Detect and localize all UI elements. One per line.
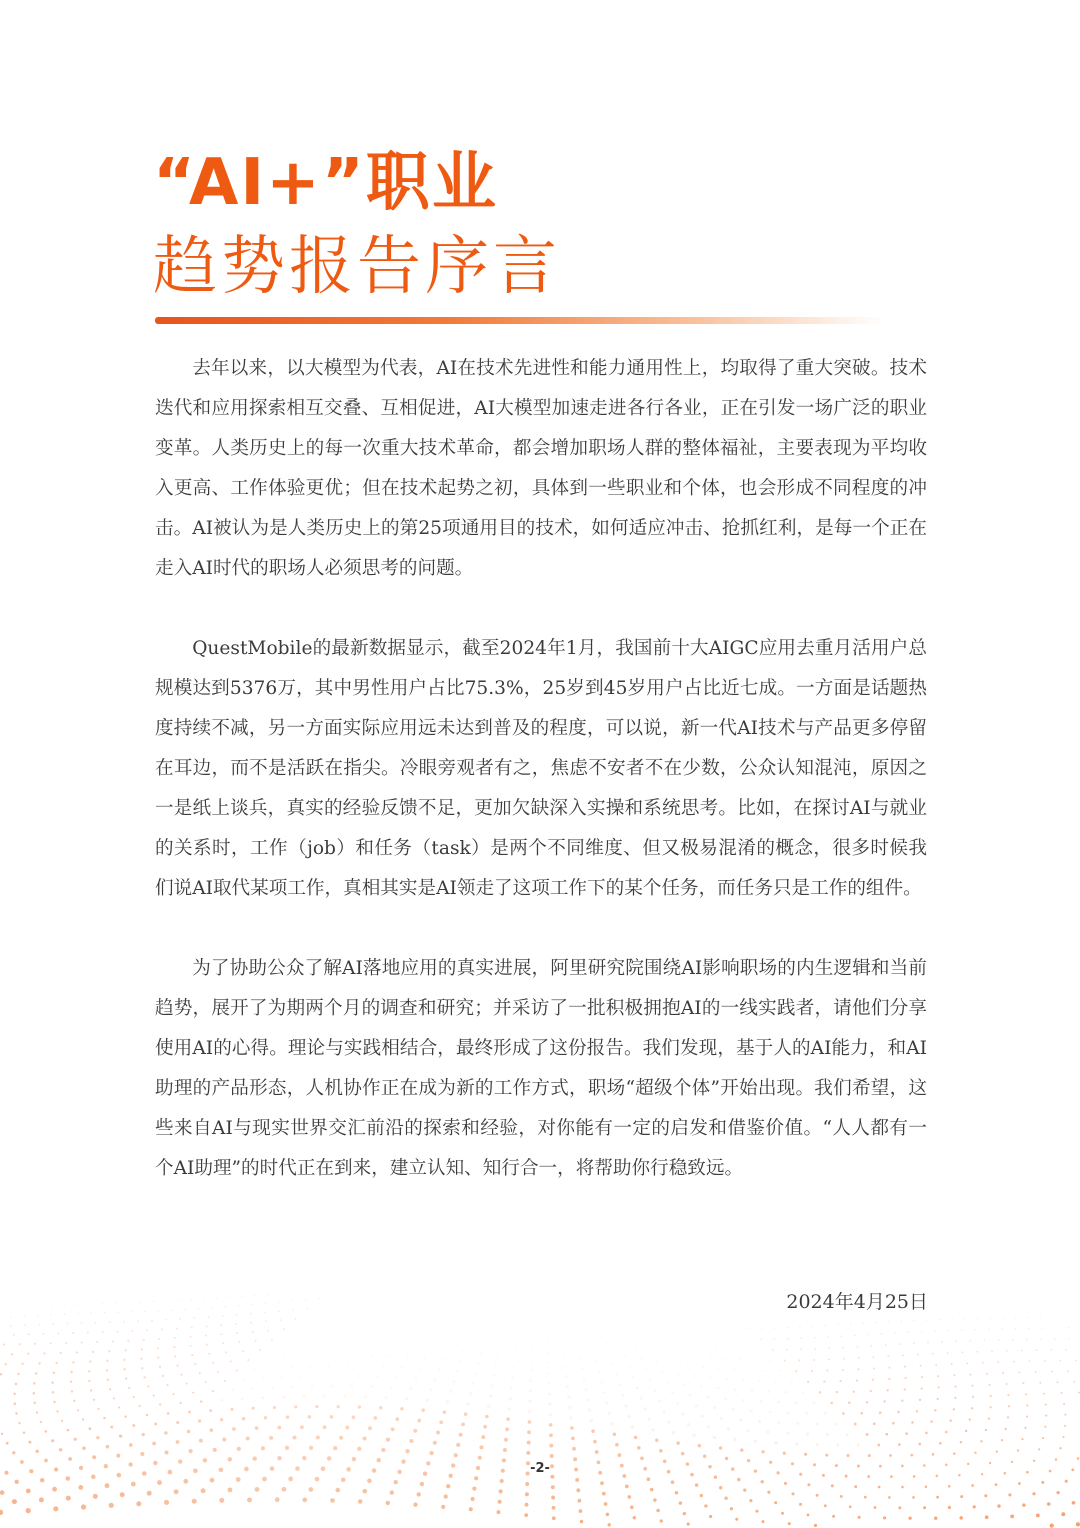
paragraph-1: 去年以来，以大模型为代表，AI在技术先进性和能力通用性上，均取得了重大突破。技术迭代和应用探索相互交叠、互相促进，AI大模型加速走进各行各业，正在引发一场广泛的职业变革。人类历史上的每一次重大技术革命，都会增加职场人群的整体福祉，主要表现为平均收入更高、工作体验更优；但在技术起势之初，具体到一些职业和个体，也会形成不同程度的冲击。AI被认为是人类历史上的第25项通用目的技术，如何适应冲击、抢抓红利，是每一个正在走入AI时代的职场人必须思考的问题。 — [155, 358, 927, 579]
title-divider — [155, 317, 885, 324]
paragraph-2: QuestMobile的最新数据显示，截至2024年1月，我国前十大AIGC应用去重月活用户总规模达到5376万，其中男性用户占比75.3%，25岁到45岁用户占比近七成。一方面是话题热度持续不减，另一方面实际应用远未达到普及的程度，可以说，新一代AI技术与产品更多停留在耳边，而不是活跃在指尖。冷眼旁观者有之，焦虑不安者不在少数，公众认知混沌，原因之一是纸上谈兵，真实的经验反馈不足，更加欠缺深入实操和系统思考。比如，在探讨AI与就业的关系时，工作（job）和任务（task）是两个不同维度、但又极易混淆的概念，很多时候我们说AI取代某项工作，真相其实是AI领走了这项工作下的某个任务，而任务只是工作的组件。 — [155, 638, 927, 899]
page-title-line-1: “AI+”职业 — [153, 146, 498, 220]
title-block — [153, 140, 913, 308]
dotted-wave-decoration — [0, 1290, 1080, 1528]
page-number: -2- — [530, 1461, 550, 1476]
paragraph-3: 为了协助公众了解AI落地应用的真实进展，阿里研究院围绕AI影响职场的内生逻辑和当前趋势，展开了为期两个月的调查和研究；并采访了一批积极拥抱AI的一线实践者，请他们分享使用AI的心得。理论与实践相结合，最终形成了这份报告。我们发现，基于人的AI能力，和AI助理的产品形态，人机协作正在成为新的工作方式，职场“超级个体”开始出现。我们希望，这些来自AI与现实世界交汇前沿的探索和经验，对你能有一定的启发和借鉴价值。“人人都有一个AI助理”的时代正在到来，建立认知、知行合一，将帮助你行稳致远。 — [155, 958, 927, 1179]
page-title-line-2: 趋势报告序言 — [153, 230, 561, 304]
body-text — [155, 349, 927, 1229]
document-date: 2024年4月25日 — [786, 1291, 928, 1313]
